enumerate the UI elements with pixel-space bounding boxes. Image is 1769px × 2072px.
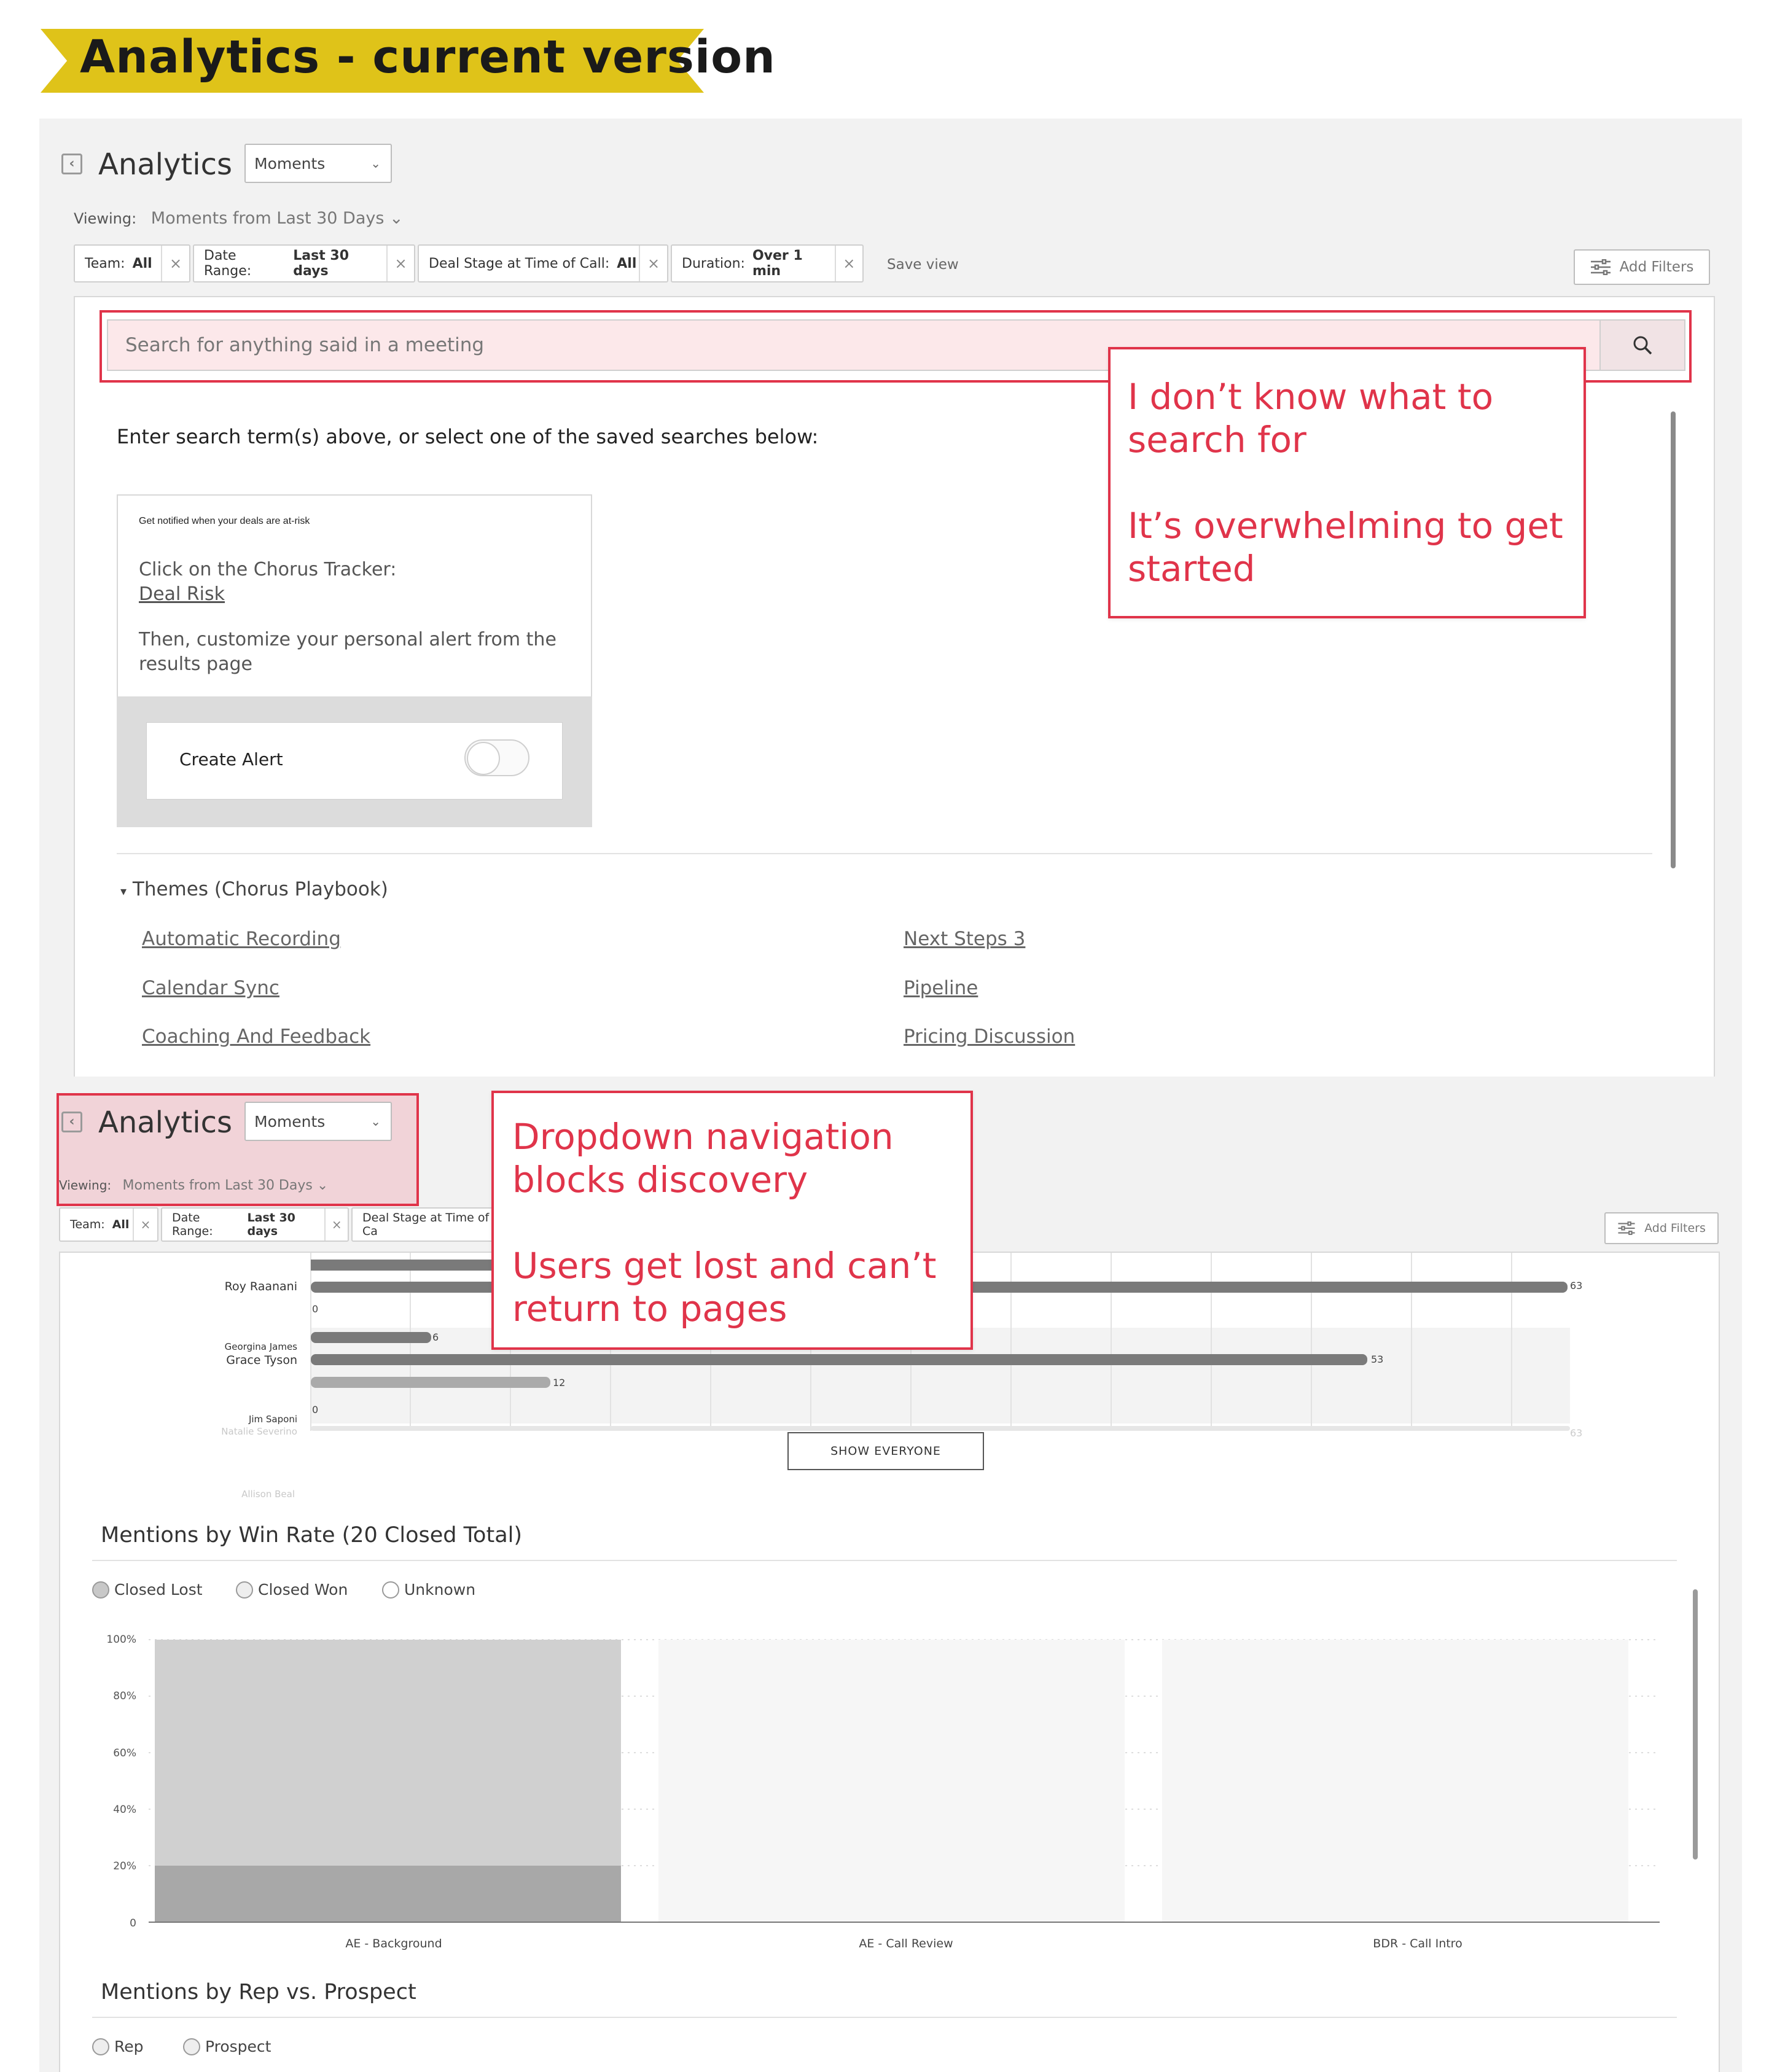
create-alert-toggle[interactable]: [464, 739, 529, 776]
filter-chip-deal-stage[interactable]: Deal Stage at Time of Call: All ×: [418, 244, 668, 282]
callout-line: Dropdown navigation blocks discovery: [512, 1116, 894, 1201]
y-tick-label: 80%: [113, 1690, 136, 1702]
search-intro-text: Enter search term(s) above, or select one of the saved searches below:: [117, 425, 819, 448]
chevron-down-icon: ⌄: [370, 1114, 381, 1129]
filter-chip-date-range[interactable]: Date Range: Last 30 days ×: [161, 1207, 349, 1242]
themes-heading[interactable]: ▾ Themes (Chorus Playbook): [120, 878, 388, 900]
rep-name: Georgina James: [224, 1341, 297, 1352]
legend-closed-won[interactable]: Closed Won: [236, 1581, 348, 1599]
bar-value: 12: [553, 1377, 566, 1388]
divider: [117, 853, 1652, 854]
add-filters-button[interactable]: Add Filters: [1574, 249, 1710, 285]
alert-card-line1: Click on the Chorus Tracker:: [139, 559, 397, 580]
rep-name: Allison Beal: [241, 1489, 295, 1500]
banner-title: Analytics - current version: [80, 31, 776, 84]
bar[interactable]: [311, 1332, 431, 1343]
theme-link[interactable]: Coaching And Feedback: [142, 1026, 371, 1048]
caret-down-icon: ▾: [120, 884, 127, 898]
bar-value: 63: [1570, 1280, 1583, 1291]
theme-link[interactable]: Calendar Sync: [142, 977, 279, 999]
chevron-down-icon: ⌄: [316, 1178, 329, 1193]
callout-line: Users get lost and can’t return to pages: [512, 1245, 937, 1330]
page-title: Analytics: [98, 147, 232, 182]
filter-chip-duration[interactable]: Duration: Over 1 min ×: [671, 244, 864, 282]
search-button[interactable]: [1599, 319, 1685, 371]
legend-closed-lost[interactable]: Closed Lost: [92, 1581, 203, 1599]
radio-icon: [382, 1581, 399, 1599]
chevron-down-icon: ⌄: [370, 156, 381, 171]
close-icon[interactable]: ×: [161, 246, 189, 281]
close-icon[interactable]: ×: [835, 246, 862, 281]
y-tick-label: 0: [130, 1917, 136, 1930]
theme-link[interactable]: Automatic Recording: [142, 928, 341, 950]
bar-value: 0: [312, 1404, 319, 1416]
rep-name: Grace Tyson: [226, 1353, 297, 1367]
viewing-selector[interactable]: Moments from Last 30 Days ⌄: [122, 1178, 329, 1193]
viewing-row: [59, 1178, 328, 1193]
view-dropdown[interactable]: [244, 144, 392, 183]
search-icon: [1632, 335, 1653, 356]
theme-link[interactable]: Pipeline: [904, 977, 978, 999]
viewing-row: [74, 209, 404, 228]
scrollbar[interactable]: [1671, 411, 1676, 868]
deal-risk-link[interactable]: Deal Risk: [139, 583, 225, 605]
filter-chip-team[interactable]: Team: All ×: [59, 1207, 158, 1242]
show-everyone-button[interactable]: SHOW EVERYONE: [787, 1432, 984, 1470]
win-rate-title: Mentions by Win Rate (20 Closed Total): [101, 1523, 523, 1548]
viewing-label: Viewing:: [59, 1178, 112, 1193]
callout-line: I don’t know what to search for: [1128, 376, 1494, 461]
bar-value: 0: [312, 1303, 319, 1315]
bar-segment: [155, 1866, 621, 1922]
search-input[interactable]: Search for anything said in a meeting: [107, 319, 1599, 371]
divider: [92, 1560, 1677, 1561]
annotation-callout-navigation: [491, 1091, 973, 1350]
radio-icon: [236, 1581, 253, 1599]
view-dropdown-value: Moments: [254, 1112, 326, 1131]
sliders-icon: [1590, 259, 1611, 275]
alert-card-line2: Then, customize your personal alert from the results page: [139, 629, 556, 675]
create-alert-label: Create Alert: [179, 749, 283, 769]
bar-segment: [155, 1640, 621, 1866]
filter-chip-date-range[interactable]: Date Range: Last 30 days ×: [193, 244, 415, 282]
view-dropdown-value: Moments: [254, 154, 326, 173]
viewing-label: Viewing:: [74, 210, 137, 227]
radio-icon: [183, 2038, 200, 2055]
sliders-icon: [1617, 1221, 1636, 1235]
x-category-label: AE - Background: [345, 1937, 442, 1950]
win-rate-chart: [92, 1621, 1665, 1965]
bar[interactable]: [311, 1354, 1367, 1365]
category-background: [1162, 1640, 1628, 1922]
divider: [92, 2017, 1677, 2018]
x-category-label: AE - Call Review: [859, 1937, 953, 1950]
view-dropdown[interactable]: [244, 1102, 392, 1141]
radio-icon: [92, 2038, 109, 2055]
theme-link[interactable]: Pricing Discussion: [904, 1026, 1076, 1048]
bar-value: 6: [432, 1331, 439, 1343]
filter-chip-team[interactable]: Team: All ×: [74, 244, 190, 282]
save-view-link[interactable]: Save view: [887, 257, 959, 273]
bar[interactable]: [311, 1426, 1570, 1431]
legend-prospect[interactable]: Prospect: [183, 2038, 271, 2055]
bar-value: 53: [1371, 1353, 1384, 1365]
viewing-selector[interactable]: Moments from Last 30 Days ⌄: [150, 209, 404, 228]
legend-rep[interactable]: Rep: [92, 2038, 144, 2055]
close-icon[interactable]: ×: [639, 246, 667, 281]
rep-name: Jim Saponi: [248, 1414, 297, 1425]
radio-icon: [92, 1581, 109, 1599]
add-filters-button[interactable]: Add Filters: [1604, 1212, 1719, 1244]
category-background: [658, 1640, 1125, 1922]
collapse-icon[interactable]: ‹: [61, 154, 82, 174]
y-tick-label: 100%: [106, 1634, 136, 1646]
x-category-label: BDR - Call Intro: [1373, 1937, 1462, 1950]
callout-line: It’s overwhelming to get started: [1128, 505, 1563, 590]
close-icon[interactable]: ×: [386, 246, 414, 281]
collapse-icon[interactable]: ‹: [61, 1112, 82, 1132]
toggle-knob: [467, 742, 500, 775]
chevron-down-icon: ⌄: [389, 209, 404, 228]
alert-card-title: Get notified when your deals are at-risk: [139, 516, 310, 526]
close-icon[interactable]: ×: [133, 1209, 157, 1240]
scrollbar[interactable]: [1693, 1589, 1698, 1860]
annotation-callout-search: [1108, 347, 1586, 618]
y-tick-label: 60%: [113, 1747, 136, 1759]
bar[interactable]: [311, 1377, 550, 1388]
rep-vs-prospect-title: Mentions by Rep vs. Prospect: [101, 1980, 416, 2004]
page-title: Analytics: [98, 1105, 232, 1140]
rep-name: Roy Raanani: [224, 1280, 297, 1293]
filter-chip-deal-stage[interactable]: Deal Stage at Time of Ca: [351, 1207, 499, 1242]
bar-value: 63: [1570, 1427, 1583, 1439]
theme-link[interactable]: Next Steps 3: [904, 928, 1026, 950]
close-icon[interactable]: ×: [324, 1209, 348, 1240]
y-tick-label: 40%: [113, 1804, 136, 1816]
rep-name: Natalie Severino: [221, 1426, 297, 1437]
y-tick-label: 20%: [113, 1860, 136, 1872]
legend-unknown[interactable]: Unknown: [382, 1581, 475, 1599]
